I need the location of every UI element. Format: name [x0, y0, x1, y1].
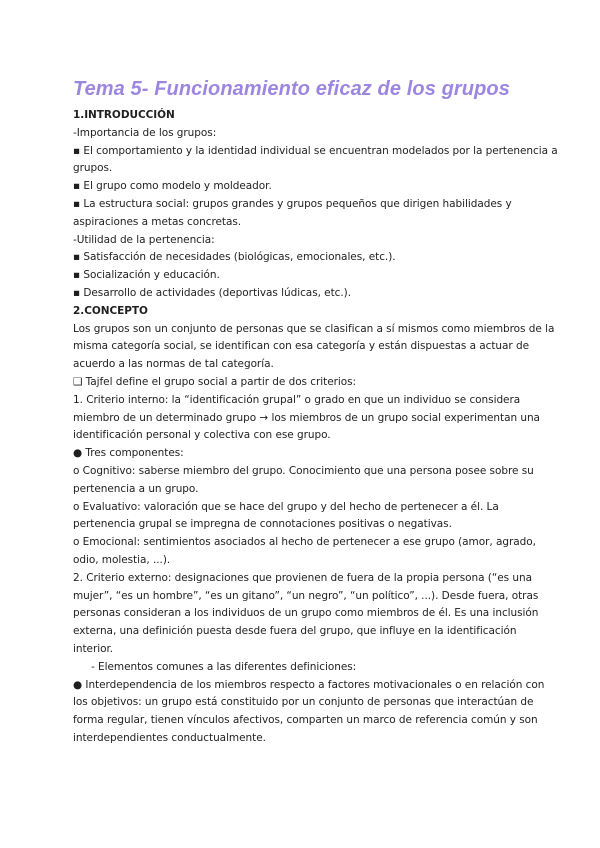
text-line: los objetivos: un grupo está constituido por un conjunto de personas que interactúan de	[73, 696, 534, 709]
text-line: o Evaluativo: valoración que se hace del grupo y del hecho de pertenecer a él. La	[73, 500, 499, 513]
text-line: identificación personal y colectiva con ese grupo.	[73, 429, 331, 442]
text-line: grupos.	[73, 162, 113, 175]
text-line: pertenencia grupal se impregna de connotaciones positivas o negativas.	[73, 518, 452, 531]
text-line: pertenencia a un grupo.	[73, 482, 199, 495]
text-line: forma regular, tienen vínculos afectivos, comparten un marco de referencia común y son	[73, 714, 538, 727]
document-title: Tema 5- Funcionamiento eficaz de los grupos	[73, 78, 510, 100]
text-line: ● Tres componentes:	[73, 447, 184, 460]
text-line: misma categoría social, se identifican con esa categoría y están dispuestas a actuar de	[73, 340, 529, 353]
text-line: personas consideran a los individuos de un grupo como miembros de él. Es una inclusión	[73, 607, 539, 620]
section-heading: 1.INTRODUCCIÓN	[73, 109, 175, 121]
text-line: ● Interdependencia de los miembros respecto a factores motivacionales o en relación con	[73, 678, 545, 691]
document-body	[73, 107, 558, 748]
text-line: miembro de un determinado grupo → los miembros de un grupo social experimentan una	[73, 411, 540, 424]
text-line: 2. Criterio externo: designaciones que provienen de fuera de la propia persona (“es una	[73, 571, 532, 584]
text-line: ▪ La estructura social: grupos grandes y grupos pequeños que dirigen habilidades y	[73, 197, 512, 210]
text-line: acuerdo a las normas de tal categoría.	[73, 358, 274, 371]
text-line: Los grupos son un conjunto de personas que se clasifican a sí mismos como miembros de la	[73, 322, 555, 335]
text-line: o Cognitivo: saberse miembro del grupo. Conocimiento que una persona posee sobre su	[73, 464, 534, 477]
text-line: ▪ El comportamiento y la identidad individual se encuentran modelados por la pertenencia a	[73, 144, 558, 157]
text-line: -Utilidad de la pertenencia:	[73, 233, 215, 246]
text-line: mujer”, “es un hombre”, “es un gitano”, “un negro”, “un político”, ...). Desde fuera, otras	[73, 589, 539, 602]
text-line: ▪ Socialización y educación.	[73, 269, 220, 282]
text-line: ▪ Satisfacción de necesidades (biológicas, emocionales, etc.).	[73, 251, 396, 264]
text-line: ▪ El grupo como modelo y moldeador.	[73, 180, 272, 193]
text-line: interdependientes conductualmente.	[73, 731, 266, 744]
text-line: aspiraciones a metas concretas.	[73, 215, 242, 228]
text-line: externa, una definición puesta desde fuera del grupo, que influye en la identificación	[73, 625, 517, 638]
text-line: o Emocional: sentimientos asociados al hecho de pertenecer a ese grupo (amor, agrado,	[73, 536, 536, 549]
text-line: interior.	[73, 642, 114, 655]
text-line: 1. Criterio interno: la “identificación grupal” o grado en que un individuo se considera	[73, 393, 521, 406]
section-heading: 2.CONCEPTO	[73, 304, 148, 317]
text-line: odio, molestia, ...).	[73, 553, 171, 566]
text-line: -Importancia de los grupos:	[73, 126, 217, 139]
text-line: - Elementos comunes a las diferentes definiciones:	[91, 660, 357, 673]
text-line: ❑ Tajfel define el grupo social a partir de dos criterios:	[73, 375, 357, 388]
text-line: ▪ Desarrollo de actividades (deportivas lúdicas, etc.).	[73, 286, 352, 299]
